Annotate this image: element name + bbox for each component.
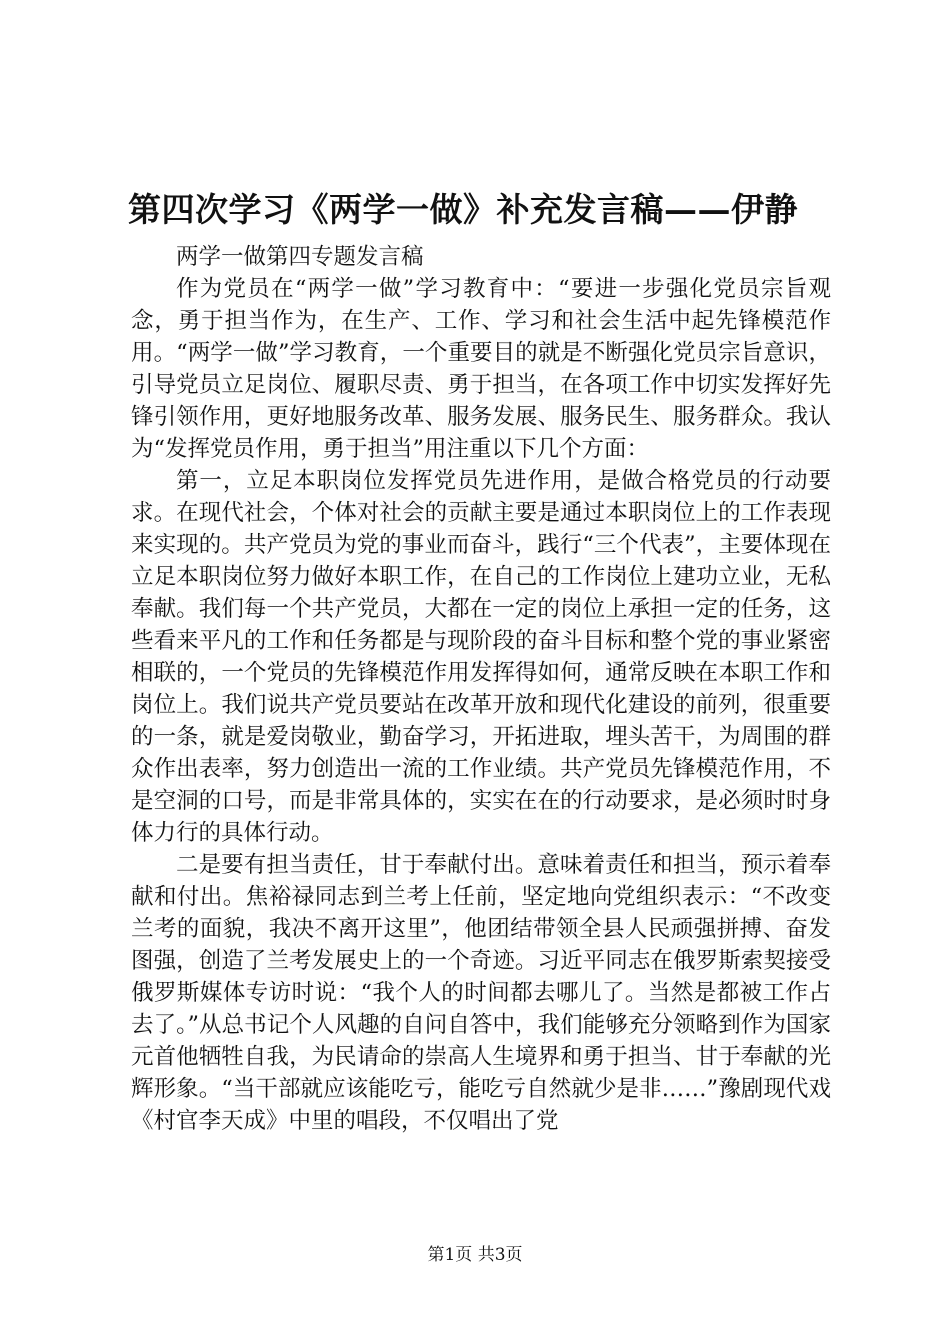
paragraph-point-one: 第一，立足本职岗位发挥党员先进作用，是做合格党员的行动要求。在现代社会，个体对社会的贡献主要是通过本职岗位上的工作表现来实现的。共产党员为党的事业而奋斗，践行“三个代表”，主要体现在立足本职岗位努力做好本职工作，在自己的工作岗位上建功立业，无私奉献。我们每一个共产党员，大都在一定的岗位上承担一定的任务，这些看来平凡的工作和任务都是与现阶段的奋斗目标和整个党的事业紧密相联的，一个党员的先锋模范作用发挥得如何，通常反映在本职工作和岗位上。我们说共产党员要站在改革开放和现代化建设的前列，很重要的一条，就是爱岗敬业，勤奋学习，开拓进取，埋头苦干，为周围的群众作出表率，努力创造出一流的工作业绩。共产党员先锋模范作用，不是空洞的口号，而是非常具体的，实实在在的行动要求，是必须时时身体力行的具体行动。 (131, 468, 831, 846)
document-title: 第四次学习《两学一做》补充发言稿——伊静 (128, 190, 798, 229)
document-body (131, 241, 831, 1137)
paragraph-subtitle: 两学一做第四专题发言稿 (176, 244, 424, 270)
page-footer: 第1页 共3页 (427, 1245, 523, 1265)
paragraph-point-two: 二是要有担当责任，甘于奉献付出。意味着责任和担当，预示着奉献和付出。焦裕禄同志到兰考上任前，坚定地向党组织表示：“不改变兰考的面貌，我决不离开这里”，他团结带领全县人民顽强拼搏、奋发图强，创造了兰考发展史上的一个奇迹。习近平同志在俄罗斯索契接受俄罗斯媒体专访时说：“我个人的时间都去哪儿了。当然是都被工作占去了。”从总书记个人风趣的自问自答中，我们能够充分领略到作为国家元首他牺牲自我，为民请命的崇高人生境界和勇于担当、甘于奉献的光辉形象。“当干部就应该能吃亏，能吃亏自然就少是非……”豫剧现代戏《村官李天成》中里的唱段，不仅唱出了党 (131, 852, 831, 1134)
paragraph-intro: 作为党员在“两学一做”学习教育中：“要进一步强化党员宗旨观念，勇于担当作为，在生产、工作、学习和社会生活中起先锋模范作用。“两学一做”学习教育，一个重要目的就是不断强化党员宗旨意识，引导党员立足岗位、履职尽责、勇于担当，在各项工作中切实发挥好先锋引领作用，更好地服务改革、服务发展、服务民生、服务群众。我认为“发挥党员作用，勇于担当”用注重以下几个方面： (131, 276, 831, 462)
